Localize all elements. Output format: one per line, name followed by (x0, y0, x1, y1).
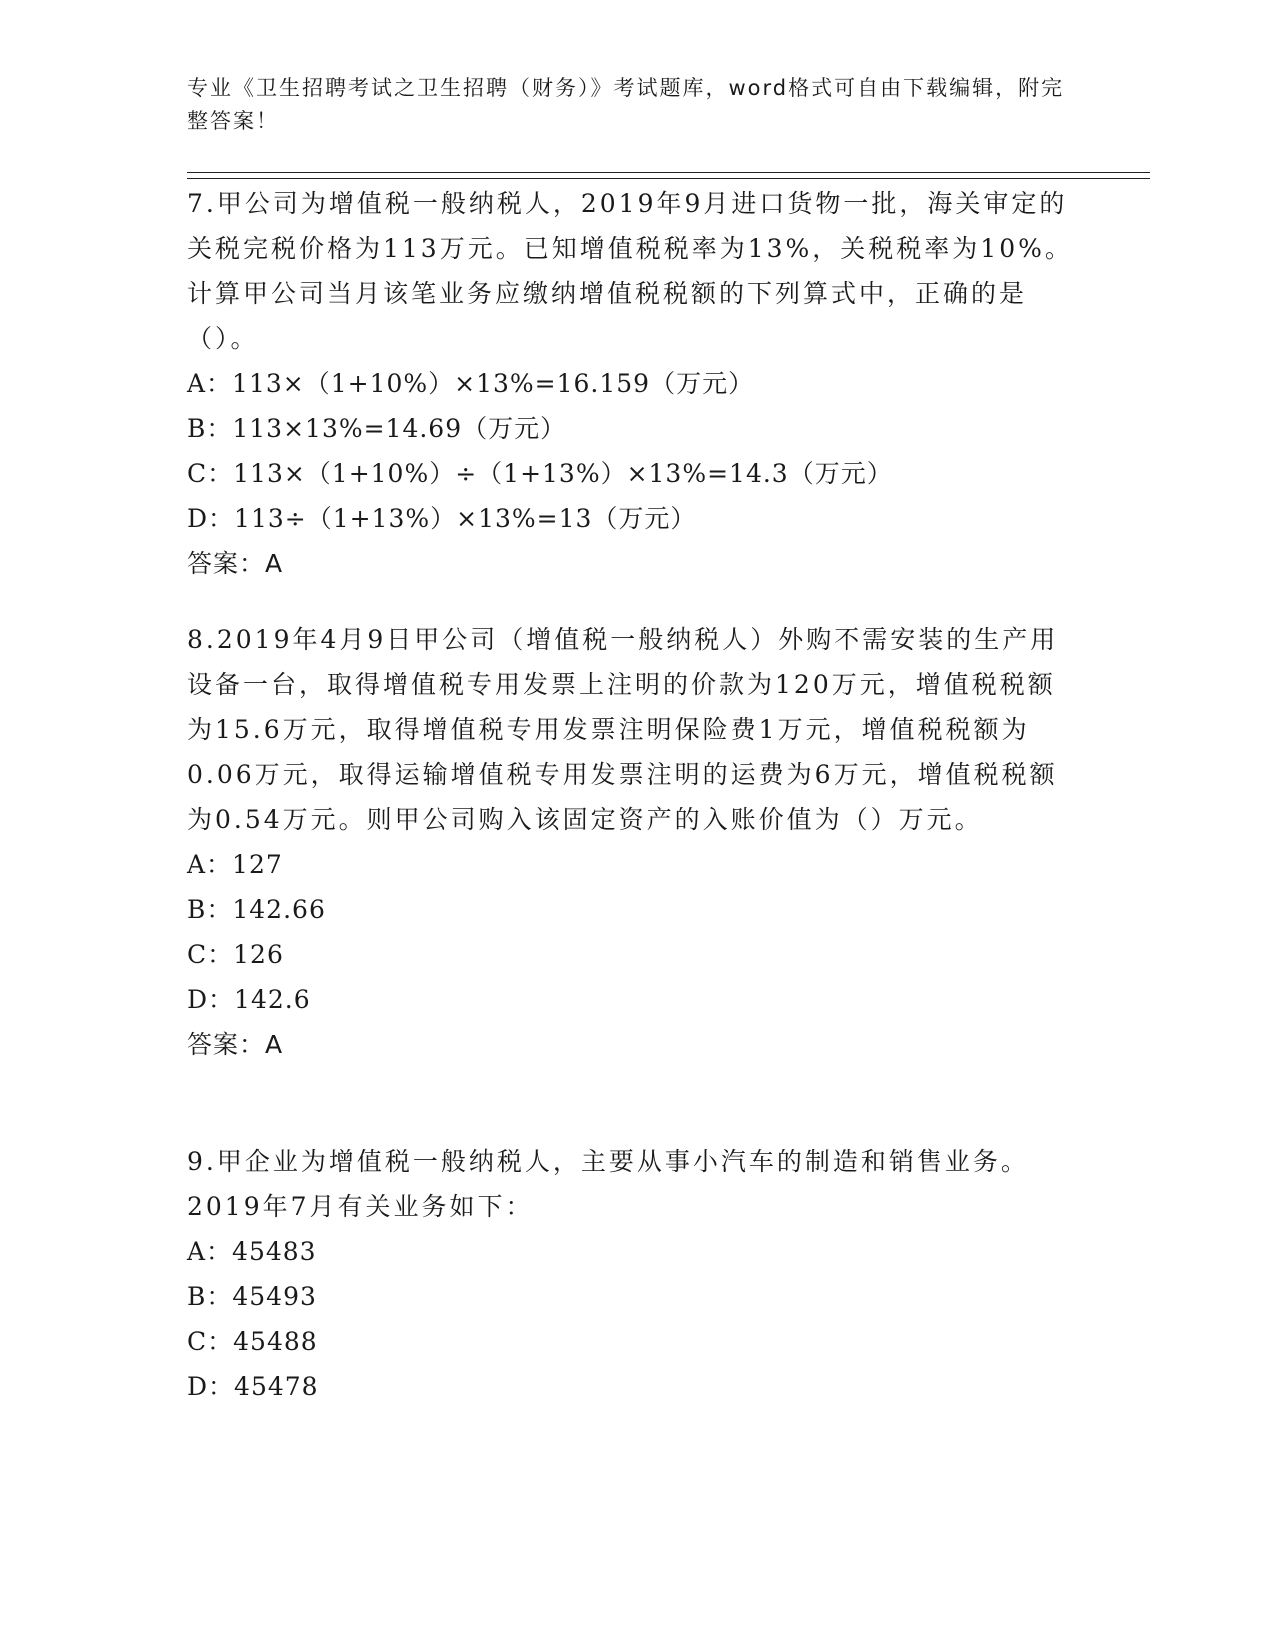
answer-line: 答案：A (187, 549, 284, 578)
option-a: A：45483 (187, 1237, 317, 1266)
option-b: B：113×13%=14.69（万元） (187, 414, 567, 443)
question-7 (187, 181, 1077, 586)
question-9 (187, 1139, 1077, 1409)
question-stem: 8.2019年4月9日甲公司（增值税一般纳税人）外购不需安装的生产用设备一台，取得增值税专用发票上注明的价款为120万元，增值税税额为15.6万元，取得增值税专用发票注明保险费1万元，增值税税额为0.06万元，取得运输增值税专用发票注明的运费为6万元，增值税税额为0.54万元。则甲公司购入该固定资产的入账价值为（）万元。 (187, 625, 1059, 834)
option-d: D：142.6 (187, 985, 311, 1014)
answer-line: 答案：A (187, 1030, 284, 1059)
header-rule-bottom (187, 178, 1150, 179)
option-c: C：126 (187, 940, 284, 969)
option-b: B：142.66 (187, 895, 326, 924)
option-c: C：45488 (187, 1327, 318, 1356)
header-rule-top (187, 172, 1150, 173)
document-header (187, 72, 1067, 138)
question-stem: 9.甲企业为增值税一般纳税人，主要从事小汽车的制造和销售业务。2019年7月有关业务如下： (187, 1147, 1029, 1221)
question-8 (187, 617, 1077, 1067)
question-stem: 7.甲公司为增值税一般纳税人，2019年9月进口货物一批，海关审定的关税完税价格为113万元。已知增值税税率为13%，关税税率为10%。计算甲公司当月该笔业务应缴纳增值税税额的下列算式中，正确的是（）。 (187, 189, 1073, 353)
option-d: D：45478 (187, 1372, 319, 1401)
header-text: 专业《卫生招聘考试之卫生招聘（财务）》考试题库，word格式可自由下载编辑，附完整答案！ (187, 76, 1065, 133)
option-b: B：45493 (187, 1282, 317, 1311)
option-d: D：113÷（1+13%）×13%=13（万元） (187, 504, 697, 533)
option-a: A：127 (187, 850, 283, 879)
option-c: C：113×（1+10%）÷（1+13%）×13%=14.3（万元） (187, 459, 893, 488)
option-a: A：113×（1+10%）×13%=16.159（万元） (187, 369, 755, 398)
